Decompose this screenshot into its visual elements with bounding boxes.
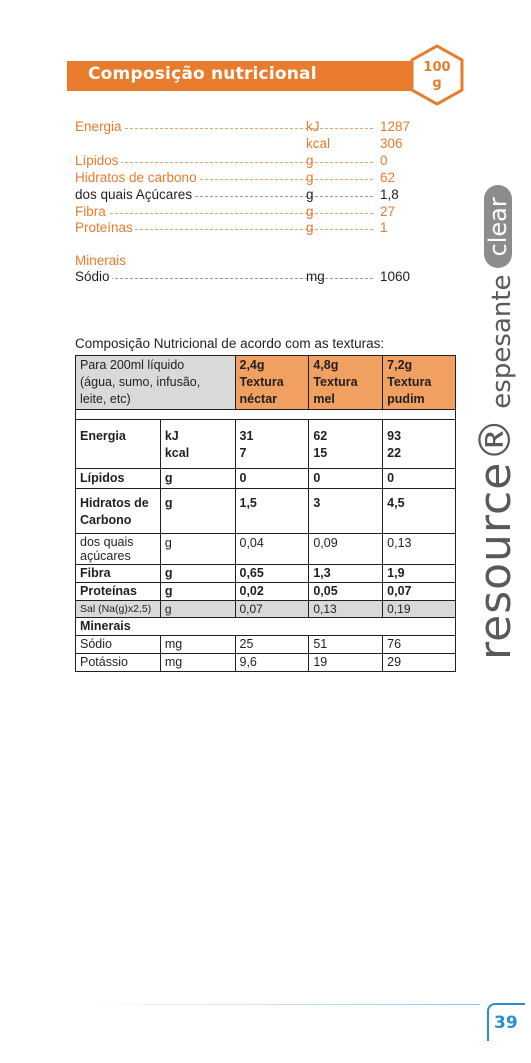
row-unit: g [160,601,235,618]
nutrition-row-sodio [75,269,435,285]
header-line: 4,8g [313,358,339,372]
row-value: 29 [383,654,456,672]
header-cell-pudim [383,356,456,410]
row-label: Sal (Na(g)x2,5) [76,601,161,618]
row-value: 0 [235,469,309,489]
label-line: açúcares [80,549,131,563]
page-number: 39 [494,1013,518,1033]
value-line: 93 [387,429,402,443]
header-cell-liquid [76,356,236,410]
row-value: 1,3 [309,565,383,583]
nutrient-label: Sódio [75,269,110,284]
nutrient-label: Lípidos [75,153,119,168]
table-row-fibra [76,565,456,583]
table-row-minerais [76,618,456,636]
row-unit: g [160,489,235,534]
value-line: 31 [239,429,254,443]
table-row-lipidos [76,469,456,489]
nutrition-row-fibra [75,204,435,220]
row-value [235,420,309,469]
nutrient-label: dos quais Açúcares [75,187,193,202]
row-value: 9,6 [235,654,309,672]
header-line: Textura [313,375,358,389]
nutrient-label: Proteínas [75,220,133,235]
brand-logo: resource® [470,416,521,660]
table-row-hidratos [76,489,456,534]
nutrition-row-hidratos [75,170,435,186]
row-unit [160,420,235,469]
row-value: 0,04 [235,534,309,565]
row-label [76,534,161,565]
row-value: 0 [309,469,383,489]
unit-line: kcal [164,446,190,460]
label-line: Hidratos de [80,496,149,510]
row-label: Proteínas [76,583,161,601]
value-line: 15 [313,446,328,460]
nutrient-label: Fibra [75,204,106,219]
table-row-sal [76,601,456,618]
row-value: 25 [235,636,309,654]
label-line: dos quais [80,535,134,549]
nutrient-unit: kcal [306,136,331,151]
nutrient-unit: g [306,170,314,185]
header-cell-mel [309,356,383,410]
table-row-proteinas [76,583,456,601]
leader-dots [75,278,373,279]
row-value: 0,07 [383,583,456,601]
row-value: 19 [309,654,383,672]
table-row-sodio [76,636,456,654]
texture-table [75,355,456,672]
header-line: 2,4g [239,358,265,372]
badge-amount: 100 [423,60,451,75]
row-label: Fibra [76,565,161,583]
row-value: 0,02 [235,583,309,601]
row-value: 51 [309,636,383,654]
header-line: 7,2g [387,358,413,372]
nutrient-value: 1287 [380,119,411,134]
row-value [309,420,383,469]
brand-vertical [470,185,521,660]
header-line: néctar [239,392,278,406]
row-value: 0,19 [383,601,456,618]
row-value: 0 [383,469,456,489]
row-value: 3 [309,489,383,534]
table-row-acucares [76,534,456,565]
label-line: Carbono [80,513,132,527]
table-caption: Composição Nutricional de acordo com as texturas: [75,336,385,351]
nutrient-value: 62 [380,170,396,185]
header-line: leite, etc) [80,392,131,406]
row-value: 76 [383,636,456,654]
nutrition-row-proteinas [75,220,435,236]
table-row-potassio [76,654,456,672]
nutrient-value: 0 [380,153,388,168]
brand-tag: clear [484,185,512,268]
row-unit: mg [160,654,235,672]
value-line: 62 [313,429,328,443]
row-value: 0,05 [309,583,383,601]
header-line: mel [313,392,335,406]
row-value [383,420,456,469]
minerals-heading [75,253,435,269]
row-value: 4,5 [383,489,456,534]
nutrient-value: 27 [380,204,396,219]
header-cell-nectar [235,356,309,410]
row-label: Minerais [76,618,456,636]
nutrient-value: 1 [380,220,388,235]
row-value: 1,5 [235,489,309,534]
nutrition-row-acucares [75,187,435,203]
brand-subtitle: espesante [487,274,517,409]
row-unit: g [160,583,235,601]
header-line: Textura [239,375,284,389]
nutrient-unit: mg [306,269,325,284]
row-unit: mg [160,636,235,654]
row-label: Sódio [76,636,161,654]
header-line: (água, sumo, infusão, [80,375,201,389]
row-value: 0,65 [235,565,309,583]
row-value: 0,07 [235,601,309,618]
nutrient-unit: kJ [306,119,320,134]
row-label: Potássio [76,654,161,672]
row-label [76,489,161,534]
row-label: Lípidos [76,469,161,489]
nutrient-value: 1,8 [380,187,399,202]
row-value: 0,13 [309,601,383,618]
row-unit: g [160,565,235,583]
row-unit: g [160,469,235,489]
hexagon-badge-icon [409,44,465,106]
nutrient-value: 306 [380,136,403,151]
header-line: Para 200ml líquido [80,358,185,372]
header-line: pudim [387,392,425,406]
leader-dots [75,213,373,214]
nutrition-row-energia-kj [75,119,435,135]
nutrient-unit: g [306,187,314,202]
row-value: 0,13 [383,534,456,565]
table-row-energia [76,420,456,469]
nutrient-unit: g [306,153,314,168]
badge-unit: g [432,76,442,91]
nutrition-row-lipidos [75,153,435,169]
nutrient-unit: g [306,220,314,235]
unit-line: kJ [164,429,179,443]
page-title: Composição nutricional [88,64,317,84]
nutrient-label: Hidratos de carbono [75,170,197,185]
table-spacer-row [76,410,456,420]
row-unit: g [160,534,235,565]
value-line: 7 [239,446,247,460]
row-value: 1,9 [383,565,456,583]
nutrient-value: 1060 [380,269,411,284]
row-label: Energia [76,420,161,469]
row-value: 0,09 [309,534,383,565]
section-heading: Minerais [75,253,127,268]
header-line: Textura [387,375,432,389]
nutrient-unit: g [306,204,314,219]
value-line: 22 [387,446,402,460]
nutrition-row-energia-kcal [75,136,435,152]
footer-divider [80,1004,480,1005]
table-header-row [76,356,456,410]
nutrient-label: Energia [75,119,122,134]
